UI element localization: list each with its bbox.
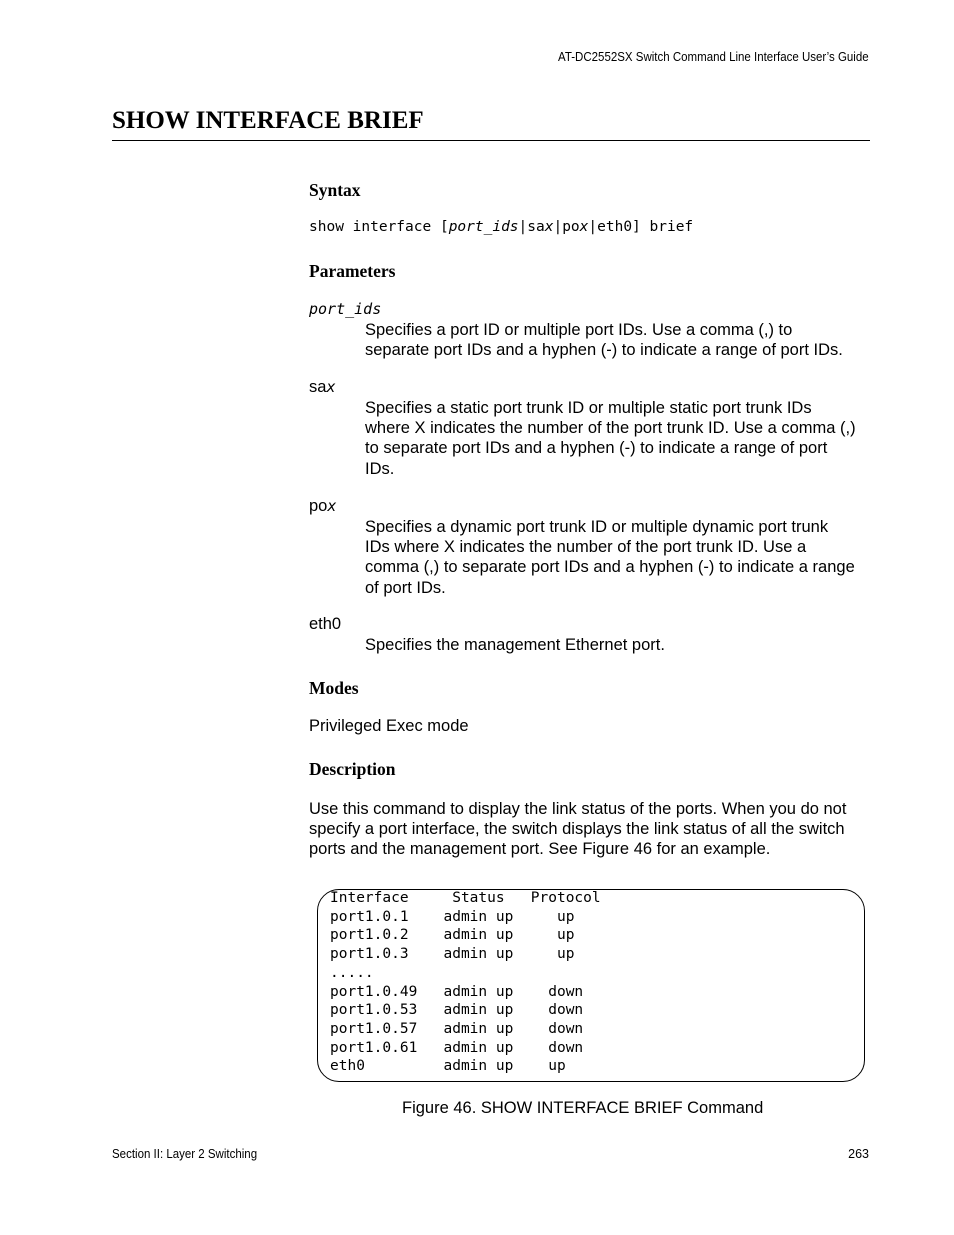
modes-text: Privileged Exec mode [309,717,469,735]
terminal-line: ..... [330,964,374,981]
title-rule [112,140,870,141]
param-name-pox: pox [309,497,337,515]
param-desc-pox: Specifies a dynamic port trunk ID or multiple dynamic port trunk IDs where X indicates the number of the port trunk ID. Use a comma (,) to separate port IDs and a hyphen (-) to indicate a range of port IDs. [365,518,855,597]
page-number: 263 [848,1147,869,1161]
terminal-line: port1.0.1 admin up up [330,908,575,925]
figure-caption: Figure 46. SHOW INTERFACE BRIEF Command [402,1099,764,1117]
modes-heading: Modes [309,678,359,698]
syntax-heading: Syntax [309,180,361,200]
terminal-line: port1.0.2 admin up up [330,927,575,944]
syntax-command: show interface [port_ids|sax|pox|eth0] brief [309,219,694,235]
terminal-line: Interface Status Protocol [330,890,601,906]
param-desc-eth0: Specifies the management Ethernet port. [365,636,665,654]
running-header: AT-DC2552SX Switch Command Line Interface User’s Guide [558,50,869,64]
description-heading: Description [309,759,396,779]
terminal-output [330,889,601,1076]
param-desc-port-ids: Specifies a port ID or multiple port IDs. Use a comma (,) to separate port IDs and a hyphen (-) to indicate a range of port IDs. [365,321,843,360]
footer-section: Section II: Layer 2 Switching [112,1147,258,1161]
description-text: Use this command to display the link status of the ports. When you do not specify a port interface, the switch displays the link status of all the switch ports and the management port. See Figure 46 for an example. [309,800,847,859]
param-name-port-ids: port_ids [309,300,382,318]
param-name-sax: sax [309,378,336,396]
param-desc-sax: Specifies a static port trunk ID or multiple static port trunk IDs where X indicates the number of the port trunk ID. Use a comma (,) to separate port IDs and a hyphen (-) to indicate a range of port IDs. [365,399,856,478]
parameters-heading: Parameters [309,261,396,281]
terminal-line: port1.0.3 admin up up [330,946,575,963]
terminal-line: eth0 admin up up [330,1058,566,1075]
terminal-line: port1.0.61 admin up down [330,1039,584,1056]
terminal-line: port1.0.53 admin up down [330,1002,584,1019]
page-title: SHOW INTERFACE BRIEF [112,107,424,134]
terminal-line: port1.0.57 admin up down [330,1020,584,1037]
terminal-line: port1.0.49 admin up down [330,983,584,1000]
param-name-eth0: eth0 [309,615,342,633]
